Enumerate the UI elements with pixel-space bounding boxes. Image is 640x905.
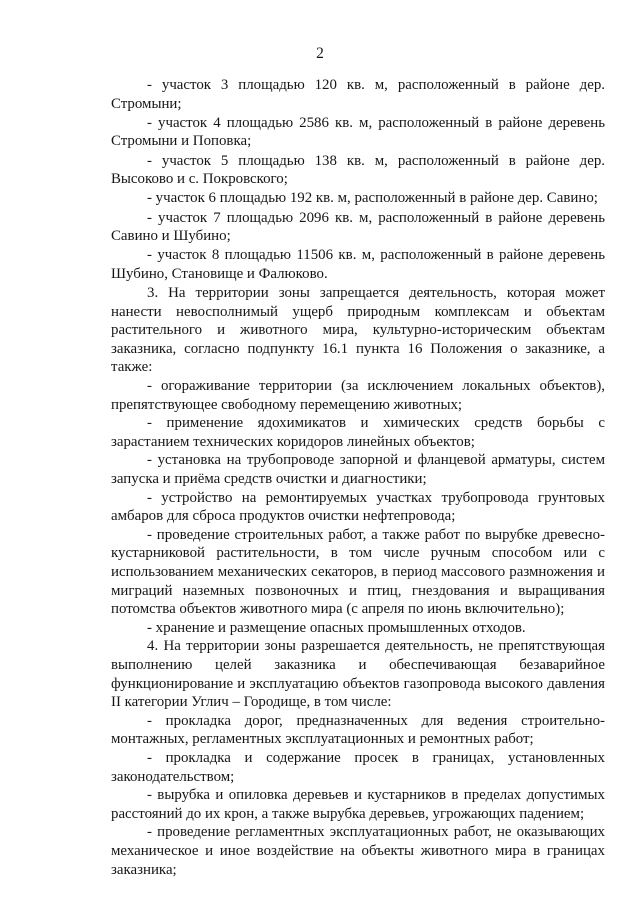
list-item-plot-8: - участок 8 площадью 11506 кв. м, расположенный в районе деревень Шубино, Становище и Фалюково.	[111, 247, 605, 282]
prohibited-item-fencing: - огораживание территории (за исключением локальных объектов), препятствующее свободному перемещению животных;	[111, 378, 605, 413]
prohibited-item-waste: - хранение и размещение опасных промышленных отходов.	[147, 619, 526, 636]
page-number: 2	[316, 45, 324, 62]
list-item-plot-7: - участок 7 площадью 2096 кв. м, расположенный в районе деревень Савино и Шубино;	[111, 209, 605, 245]
prohibited-item-pesticides: - применение ядохимикатов и химических средств борьбы с зарастанием технических коридоров линейных объектов;	[111, 415, 605, 450]
permitted-item-roads: - прокладка дорог, предназначенных для ведения строительно-монтажных, регламентных эксплуатационных и ремонтных работ;	[111, 712, 605, 748]
permitted-item-maintenance: - проведение регламентных эксплуатационных работ, не оказывающих механическое и иное воздействие на объекты животного мира в границах заказника;	[111, 824, 605, 878]
list-item-plot-5: - участок 5 площадью 138 кв. м, расположенный в районе дер. Высоково и с. Покровского;	[111, 152, 605, 188]
section-3-paragraph: 3. На территории зоны запрещается деятельность, которая может нанести невосполнимый ущерб природным комплексам и объектам растительного и животного мира, культурно-историческим объектам заказника, согласно подпункту 16.1 пункта 16 Положения о заказнике, а также:	[111, 285, 605, 376]
permitted-item-tree-cutting: - вырубка и опиловка деревьев и кустарников в пределах допустимых расстояний до их крон, а также вырубка деревьев, угрожающих падением;	[111, 787, 605, 822]
prohibited-item-valves: - установка на трубопроводе запорной и фланцевой арматуры, систем запуска и приёма средств очистки и диагностики;	[111, 452, 605, 488]
permitted-item-clearings: - прокладка и содержание просек в границах, установленных законодательством;	[111, 749, 605, 785]
section-4-paragraph: 4. На территории зоны разрешается деятельность, не препятствующая выполнению целей заказника и обеспечивающая безаварийное функционирование и эксплуатацию объектов газопровода высокого давления II категории Углич – Городище, в том числе:	[111, 638, 605, 711]
prohibited-item-pits: - устройство на ремонтируемых участках трубопровода грунтовых амбаров для сброса продуктов очистки нефтепровода;	[111, 489, 605, 525]
prohibited-item-construction: - проведение строительных работ, а также работ по вырубке древесно-кустарниковой растительности, в том числе ручным способом или с использованием механических секаторов, в период массового размножения и миграций наземных позвоночных и птиц, гнездования и выращивания потомства объектов животного мира (с апреля по июнь включительно);	[111, 526, 605, 618]
list-item-plot-6: - участок 6 площадью 192 кв. м, расположенный в районе дер. Савино;	[147, 190, 598, 207]
list-item-plot-3: - участок 3 площадью 120 кв. м, расположенный в районе дер. Стромыни;	[111, 77, 605, 112]
list-item-plot-4: - участок 4 площадью 2586 кв. м, расположенный в районе деревень Стромыни и Поповка;	[111, 114, 605, 150]
document-body	[111, 76, 605, 879]
